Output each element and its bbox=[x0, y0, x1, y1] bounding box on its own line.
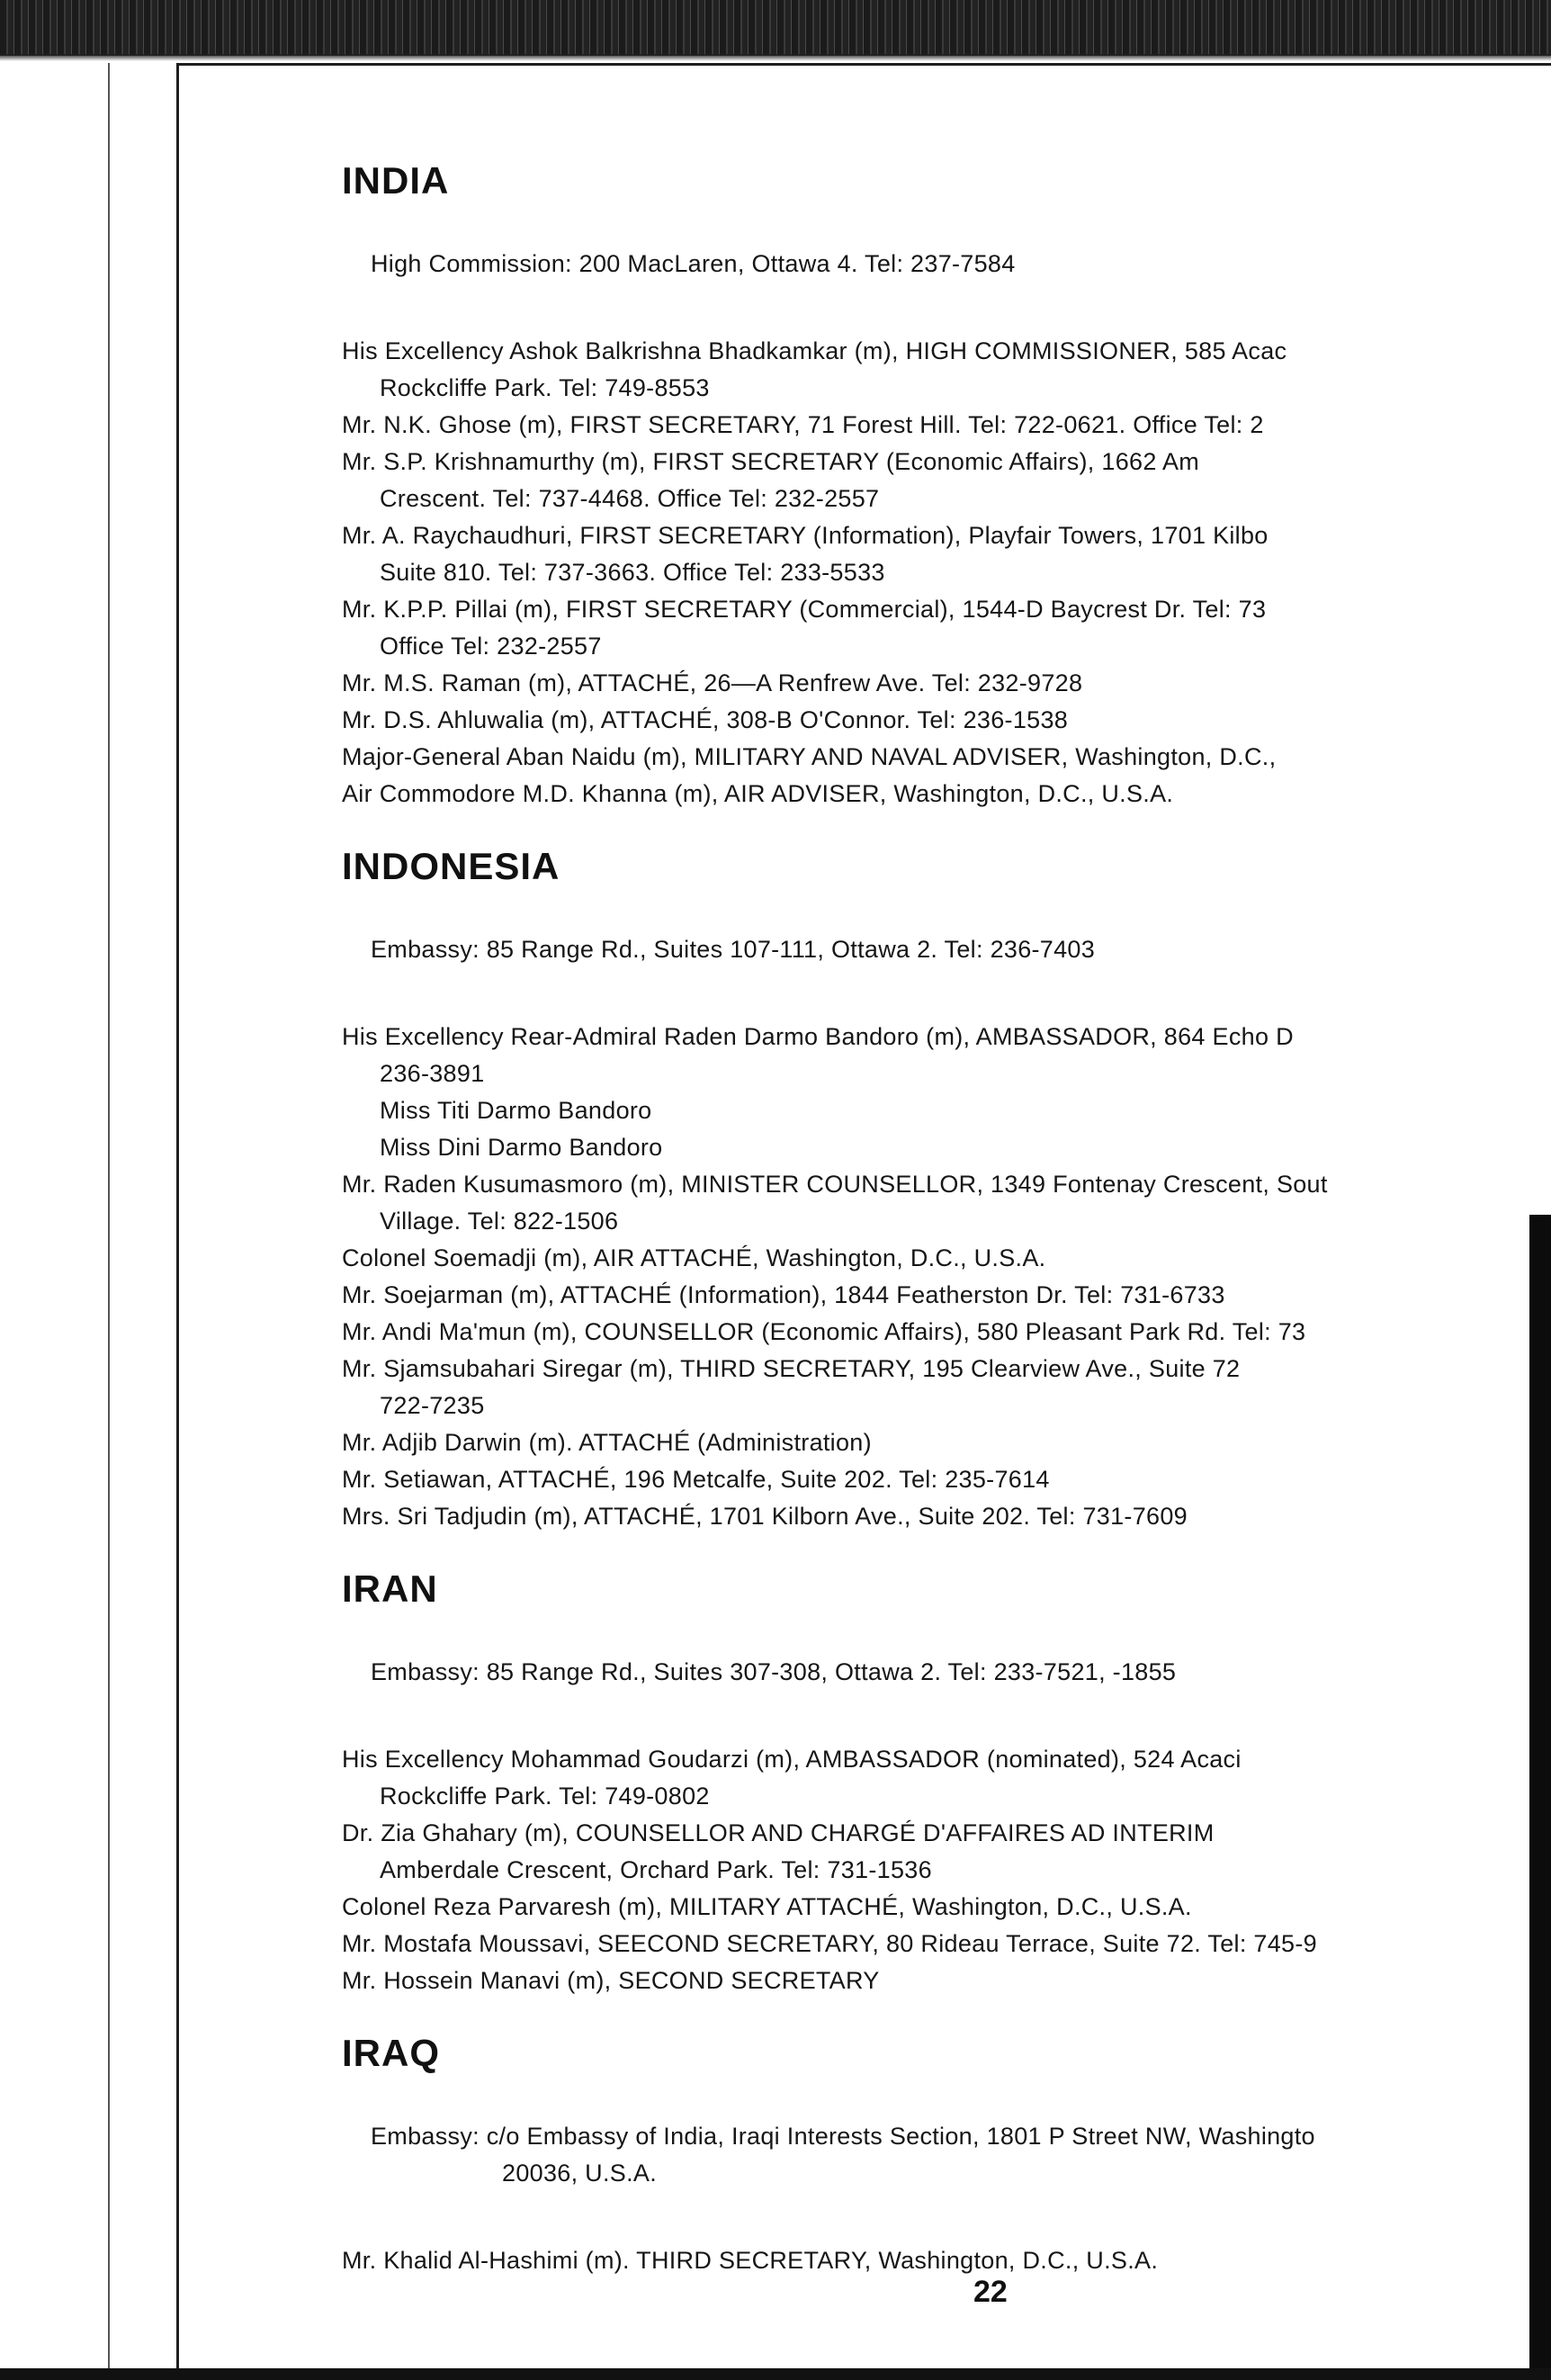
directory-entry: Mr. Andi Ma'mun (m), COUNSELLOR (Economic Affairs), 580 Pleasant Park Rd. Tel: 73 bbox=[342, 1318, 1306, 1345]
directory-entry: Mr. Khalid Al-Hashimi (m). THIRD SECRETARY, Washington, D.C., U.S.A. bbox=[342, 2247, 1159, 2274]
mission-address: Embassy: 85 Range Rd., Suites 307-308, Ottawa 2. Tel: 233-7521, -1855 bbox=[371, 1658, 1177, 1685]
directory-entry: Major-General Aban Naidu (m), MILITARY AND NAVAL ADVISER, Washington, D.C., bbox=[342, 743, 1277, 770]
directory-entry-continuation: Suite 810. Tel: 737-3663. Office Tel: 233-5533 bbox=[380, 559, 885, 586]
sections-container bbox=[342, 157, 1551, 2279]
mission-address bbox=[342, 2118, 1551, 2192]
directory-entry-continuation: Crescent. Tel: 737-4468. Office Tel: 232-2557 bbox=[380, 485, 880, 512]
scan-bottom-edge bbox=[0, 2368, 1551, 2380]
directory-entry-continuation: 722-7235 bbox=[380, 1392, 485, 1419]
section-spacer bbox=[342, 1999, 1551, 2030]
directory-entry-continuation: 236-3891 bbox=[380, 1060, 485, 1087]
directory-entry: His Excellency Rear-Admiral Raden Darmo Bandoro (m), AMBASSADOR, 864 Echo D bbox=[342, 1023, 1294, 1050]
section-iraq bbox=[342, 2030, 1551, 2279]
page-border-top bbox=[176, 63, 1551, 66]
page-border-left bbox=[176, 63, 179, 2380]
section-spacer bbox=[342, 813, 1551, 843]
directory-entry: Mr. M.S. Raman (m), ATTACHÉ, 26—A Renfrew Ave. Tel: 232-9728 bbox=[342, 669, 1083, 696]
directory-entry: Dr. Zia Ghahary (m), COUNSELLOR AND CHARGÉ D'AFFAIRES AD INTERIM bbox=[342, 1819, 1215, 1846]
directory-entry-continuation: Village. Tel: 822-1506 bbox=[380, 1208, 619, 1235]
directory-entry: Mr. Sjamsubahari Siregar (m), THIRD SECRETARY, 195 Clearview Ave., Suite 72 bbox=[342, 1355, 1241, 1382]
directory-entry: Mr. A. Raychaudhuri, FIRST SECRETARY (Information), Playfair Towers, 1701 Kilbo bbox=[342, 522, 1269, 549]
section-spacer bbox=[342, 1535, 1551, 1566]
section-heading: IRAQ bbox=[342, 2032, 440, 2074]
directory-entry-continuation: Miss Dini Darmo Bandoro bbox=[380, 1134, 663, 1161]
directory-entry-continuation: Miss Titi Darmo Bandoro bbox=[380, 1097, 652, 1124]
directory-entry-continuation: Office Tel: 232-2557 bbox=[380, 633, 602, 660]
directory-entry: Mr. D.S. Ahluwalia (m), ATTACHÉ, 308-B O'Connor. Tel: 236-1538 bbox=[342, 706, 1069, 733]
directory-entry: Mr. Setiawan, ATTACHÉ, 196 Metcalfe, Suite 202. Tel: 235-7614 bbox=[342, 1466, 1050, 1493]
directory-entry: Colonel Soemadji (m), AIR ATTACHÉ, Washington, D.C., U.S.A. bbox=[342, 1244, 1046, 1271]
directory-entry: His Excellency Ashok Balkrishna Bhadkamkar (m), HIGH COMMISSIONER, 585 Acac bbox=[342, 337, 1287, 364]
directory-entry: Mr. S.P. Krishnamurthy (m), FIRST SECRETARY (Economic Affairs), 1662 Am bbox=[342, 448, 1200, 475]
mission-address-line: Embassy: c/o Embassy of India, Iraqi Interests Section, 1801 P Street NW, Washingto bbox=[371, 2123, 1315, 2150]
directory-entry-continuation: Rockcliffe Park. Tel: 749-0802 bbox=[380, 1783, 710, 1810]
directory-entry-continuation: Amberdale Crescent, Orchard Park. Tel: 731-1536 bbox=[380, 1856, 932, 1883]
mission-address-line: 20036, U.S.A. bbox=[502, 2160, 658, 2187]
section-indonesia bbox=[342, 843, 1551, 1535]
section-iran bbox=[342, 1566, 1551, 1999]
scan-top-edge bbox=[0, 0, 1551, 56]
directory-entry: Colonel Reza Parvaresh (m), MILITARY ATTACHÉ, Washington, D.C., U.S.A. bbox=[342, 1893, 1192, 1920]
directory-entry: Mrs. Sri Tadjudin (m), ATTACHÉ, 1701 Kilborn Ave., Suite 202. Tel: 731-7609 bbox=[342, 1503, 1188, 1530]
mission-address: High Commission: 200 MacLaren, Ottawa 4. Tel: 237-7584 bbox=[371, 250, 1016, 277]
directory-entry: Mr. Adjib Darwin (m). ATTACHÉ (Administration) bbox=[342, 1429, 872, 1456]
directory-entry: Mr. N.K. Ghose (m), FIRST SECRETARY, 71 Forest Hill. Tel: 722-0621. Office Tel: 2 bbox=[342, 411, 1264, 438]
directory-entry: Mr. Soejarman (m), ATTACHÉ (Information), 1844 Featherston Dr. Tel: 731-6733 bbox=[342, 1281, 1225, 1308]
section-india bbox=[342, 157, 1551, 813]
directory-content bbox=[342, 157, 1551, 2279]
section-heading: INDIA bbox=[342, 159, 450, 202]
section-heading: INDONESIA bbox=[342, 845, 560, 887]
directory-entry: Mr. K.P.P. Pillai (m), FIRST SECRETARY (Commercial), 1544-D Baycrest Dr. Tel: 73 bbox=[342, 596, 1267, 623]
directory-entry: His Excellency Mohammad Goudarzi (m), AMBASSADOR (nominated), 524 Acaci bbox=[342, 1746, 1242, 1773]
mission-address: Embassy: 85 Range Rd., Suites 107-111, Ottawa 2. Tel: 236-7403 bbox=[371, 936, 1096, 963]
page-number: 22 bbox=[973, 2275, 1008, 2309]
section-heading: IRAN bbox=[342, 1567, 438, 1610]
directory-entry: Mr. Raden Kusumasmoro (m), MINISTER COUNSELLOR, 1349 Fontenay Crescent, Sout bbox=[342, 1171, 1328, 1198]
directory-entry: Mr. Hossein Manavi (m), SECOND SECRETARY bbox=[342, 1967, 880, 1994]
directory-entry: Air Commodore M.D. Khanna (m), AIR ADVISER, Washington, D.C., U.S.A. bbox=[342, 780, 1174, 807]
directory-entry-continuation: Rockcliffe Park. Tel: 749-8553 bbox=[380, 374, 710, 401]
directory-entry: Mr. Mostafa Moussavi, SEECOND SECRETARY, 80 Rideau Terrace, Suite 72. Tel: 745-9 bbox=[342, 1930, 1317, 1957]
binding-line bbox=[108, 63, 110, 2380]
